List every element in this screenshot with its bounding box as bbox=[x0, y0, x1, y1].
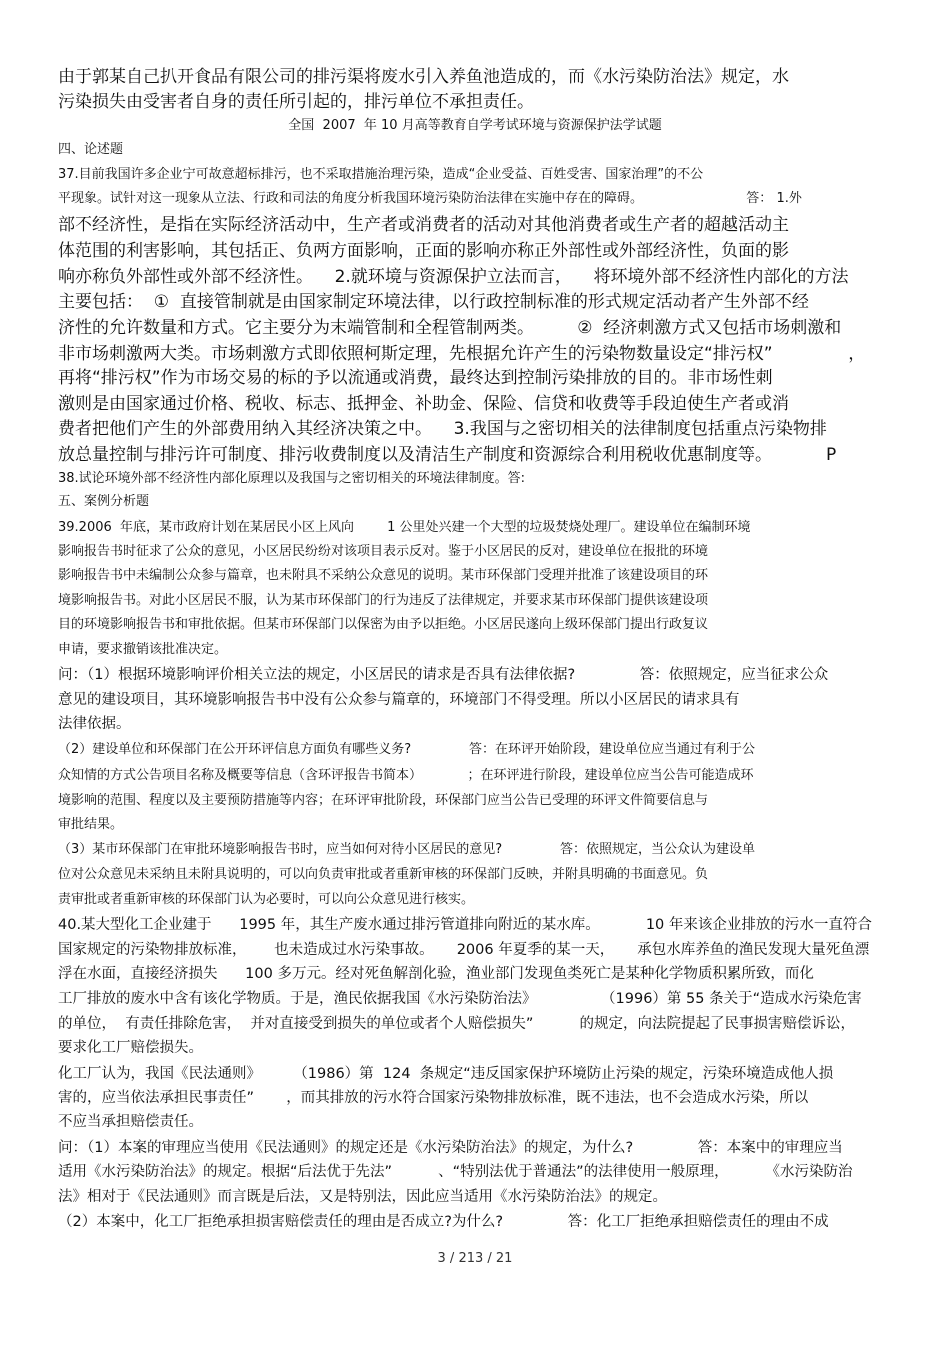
sub-question: 问：（1）根据环境影响评价相关立法的规定，小区居民的请求是否具有法律依据? 答：依照规定，应当征求公众 bbox=[58, 667, 829, 683]
question-37: 37.目前我国许多企业宁可故意超标排污，也不采取措施治理污染，造成“企业受益、百姓受害、国家治理”的不公 bbox=[58, 167, 704, 182]
text-line: 非市场刺激两大类。市场刺激方式即依照柯斯定理，先根据允许产生的污染物数量设定“排污权” ， bbox=[58, 344, 866, 364]
text-line: 污染损失由受害者自身的责任所引起的，排污单位不承担责任。 bbox=[58, 92, 534, 112]
text-line: 申请，要求撤销该批准决定。 bbox=[58, 642, 228, 657]
text-line: 再将“排污权”作为市场交易的标的予以流通或消费，最终达到控制污染排放的目的。非市场性刺 bbox=[58, 368, 773, 388]
text-line: 响亦称负外部性或外部不经济性。 2.就环境与资源保护立法而言， 将环境外部不经济性内部化的方法 bbox=[58, 267, 849, 287]
sub-question: （3）某市环保部门在审批环境影响报告书时，应当如何对待小区居民的意见? 答：依照规定，当公众认为建设单 bbox=[58, 842, 756, 857]
text-line: 适用《水污染防治法》的规定。根据“后法优于先法” 、“特别法优于普通法”的法律使用一般原理， 《水污染防治 bbox=[58, 1164, 853, 1180]
text-line: 部不经济性，是指在实际经济活动中，生产者或消费者的活动对其他消费者或生产者的超越活动主 bbox=[58, 215, 789, 235]
text-line: 体范围的利害影响，其包括正、负两方面影响，正面的影响亦称正外部性或外部经济性，负面的影 bbox=[58, 241, 789, 261]
text-line: 费者把他们产生的外部费用纳入其经济决策之中。 3.我国与之密切相关的法律制度包括重点污染物排 bbox=[58, 419, 827, 439]
sub-question: （2）建设单位和环保部门在公开环评信息方面负有哪些义务? 答：在环评开始阶段，建设单位应当通过有利于公 bbox=[58, 742, 756, 757]
text-line: 由于郭某自己扒开食品有限公司的排污渠将废水引入养鱼池造成的，而《水污染防治法》规定，水 bbox=[58, 67, 789, 87]
text-line: 激则是由国家通过价格、税收、标志、抵押金、补助金、保险、信贷和收费等手段迫使生产者或消 bbox=[58, 394, 789, 414]
question-39: 39.2006 年底，某市政府计划在某居民小区上风向 1 公里处兴建一个大型的垃圾焚烧处理厂。建设单位在编制环境 bbox=[58, 520, 751, 535]
text-line: 浮在水面，直接经济损失 100 多万元。经对死鱼解剖化验，渔业部门发现鱼类死亡是某种化学物质积累所致，而化 bbox=[58, 966, 814, 982]
text-line: 化工厂认为，我国《民法通则》 （1986）第 124 条规定“违反国家保护环境防止污染的规定，污染环境造成他人损 bbox=[58, 1066, 834, 1082]
text-line: 众知情的方式公告项目名称及概要等信息（含环评报告书简本） ；在环评进行阶段，建设单位应当公告可能造成环 bbox=[58, 768, 754, 783]
page-number: 3 / 213 / 21 bbox=[437, 1251, 513, 1266]
text-line: 不应当承担赔偿责任。 bbox=[58, 1114, 203, 1130]
text-line: 平现象。试针对这一现象从立法、行政和司法的角度分析我国环境污染防治法律在实施中存在的障碍。 答： 1.外 bbox=[58, 191, 802, 206]
text-line: 目的环境影响报告书和审批依据。但某市环保部门以保密为由予以拒绝。小区居民遂向上级环保部门提出行政复议 bbox=[58, 617, 709, 632]
question-40: 40.某大型化工企业建于 1995 年，其生产废水通过排污管道排向附近的某水库。 10 年来该企业排放的污水一直符合 bbox=[58, 917, 872, 933]
text-line: 要求化工厂赔偿损失。 bbox=[58, 1040, 203, 1056]
text-line: 放总量控制与排污许可制度、排污收费制度以及清洁生产制度和资源综合利用税收优惠制度等。 P bbox=[58, 445, 837, 465]
text-line: 工厂排放的废水中含有该化学物质。于是，渔民依据我国《水污染防治法》 （1996）第 55 条关于“造成水污染危害 bbox=[58, 991, 862, 1007]
text-line: 位对公众意见未采纳且未附具说明的，可以向负责审批或者重新审核的环保部门反映，并附具明确的书面意见。负 bbox=[58, 867, 709, 882]
text-line: 境影响的范围、程度以及主要预防措施等内容；在环评审批阶段，环保部门应当公告已受理的环评文件简要信息与 bbox=[58, 793, 709, 808]
sub-question: 问：（1）本案的审理应当使用《民法通则》的规定还是《水污染防治法》的规定，为什么? 答：本案中的审理应当 bbox=[58, 1140, 843, 1156]
text-line: 国家规定的污染物排放标准， 也未造成过水污染事故。 2006 年夏季的某一天， 承包水库养鱼的渔民发现大量死鱼漂 bbox=[58, 942, 870, 958]
text-line: 的单位， 有责任排除危害， 并对直接受到损失的单位或者个人赔偿损失” 的规定，向法院提起了民事损害赔偿诉讼， bbox=[58, 1016, 856, 1032]
text-line: 影响报告书时征求了公众的意见，小区居民纷纷对该项目表示反对。鉴于小区居民的反对，建设单位在报批的环境 bbox=[58, 544, 709, 559]
text-line: 境影响报告书。对此小区居民不服，认为某市环保部门的行为违反了法律规定，并要求某市环保部门提供该建设项 bbox=[58, 593, 709, 608]
text-line: 法律依据。 bbox=[58, 716, 131, 732]
section-heading: 五、案例分析题 bbox=[58, 494, 150, 509]
sub-question: （2）本案中，化工厂拒绝承担损害赔偿责任的理由是否成立?为什么? 答：化工厂拒绝承担赔偿责任的理由不成 bbox=[58, 1214, 829, 1230]
text-line: 影响报告书中未编制公众参与篇章，也未附具不采纳公众意见的说明。某市环保部门受理并批准了该建设项目的环 bbox=[58, 568, 709, 583]
section-heading: 四、论述题 bbox=[58, 142, 124, 157]
question-38: 38.试论环境外部不经济性内部化原理以及我国与之密切相关的环境法律制度。答: bbox=[58, 471, 526, 486]
text-line: 审批结果。 bbox=[58, 817, 124, 832]
text-line: 意见的建设项目，其环境影响报告书中没有公众参与篇章的，环境部门不得受理。所以小区居民的请求具有 bbox=[58, 692, 740, 708]
text-line: 害的，应当依法承担民事责任” ，而其排放的污水符合国家污染物排放标准，既不违法，也不会造成水污染，所以 bbox=[58, 1090, 809, 1106]
text-line: 法》相对于《民法通则》而言既是后法，又是特别法，因此应当适用《水污染防治法》的规定。 bbox=[58, 1189, 667, 1205]
exam-title: 全国 2007 年 10 月高等教育自学考试环境与资源保护法学试题 bbox=[288, 118, 662, 133]
text-line: 济性的允许数量和方式。它主要分为末端管制和全程管制两类。 ② 经济刺激方式又包括市场刺激和 bbox=[58, 318, 842, 338]
text-line: 主要包括： ① 直接管制就是由国家制定环境法律，以行政控制标准的形式规定活动者产生外部不经 bbox=[58, 292, 809, 312]
text-line: 责审批或者重新审核的环保部门认为必要时，可以向公众意见进行核实。 bbox=[58, 892, 475, 907]
